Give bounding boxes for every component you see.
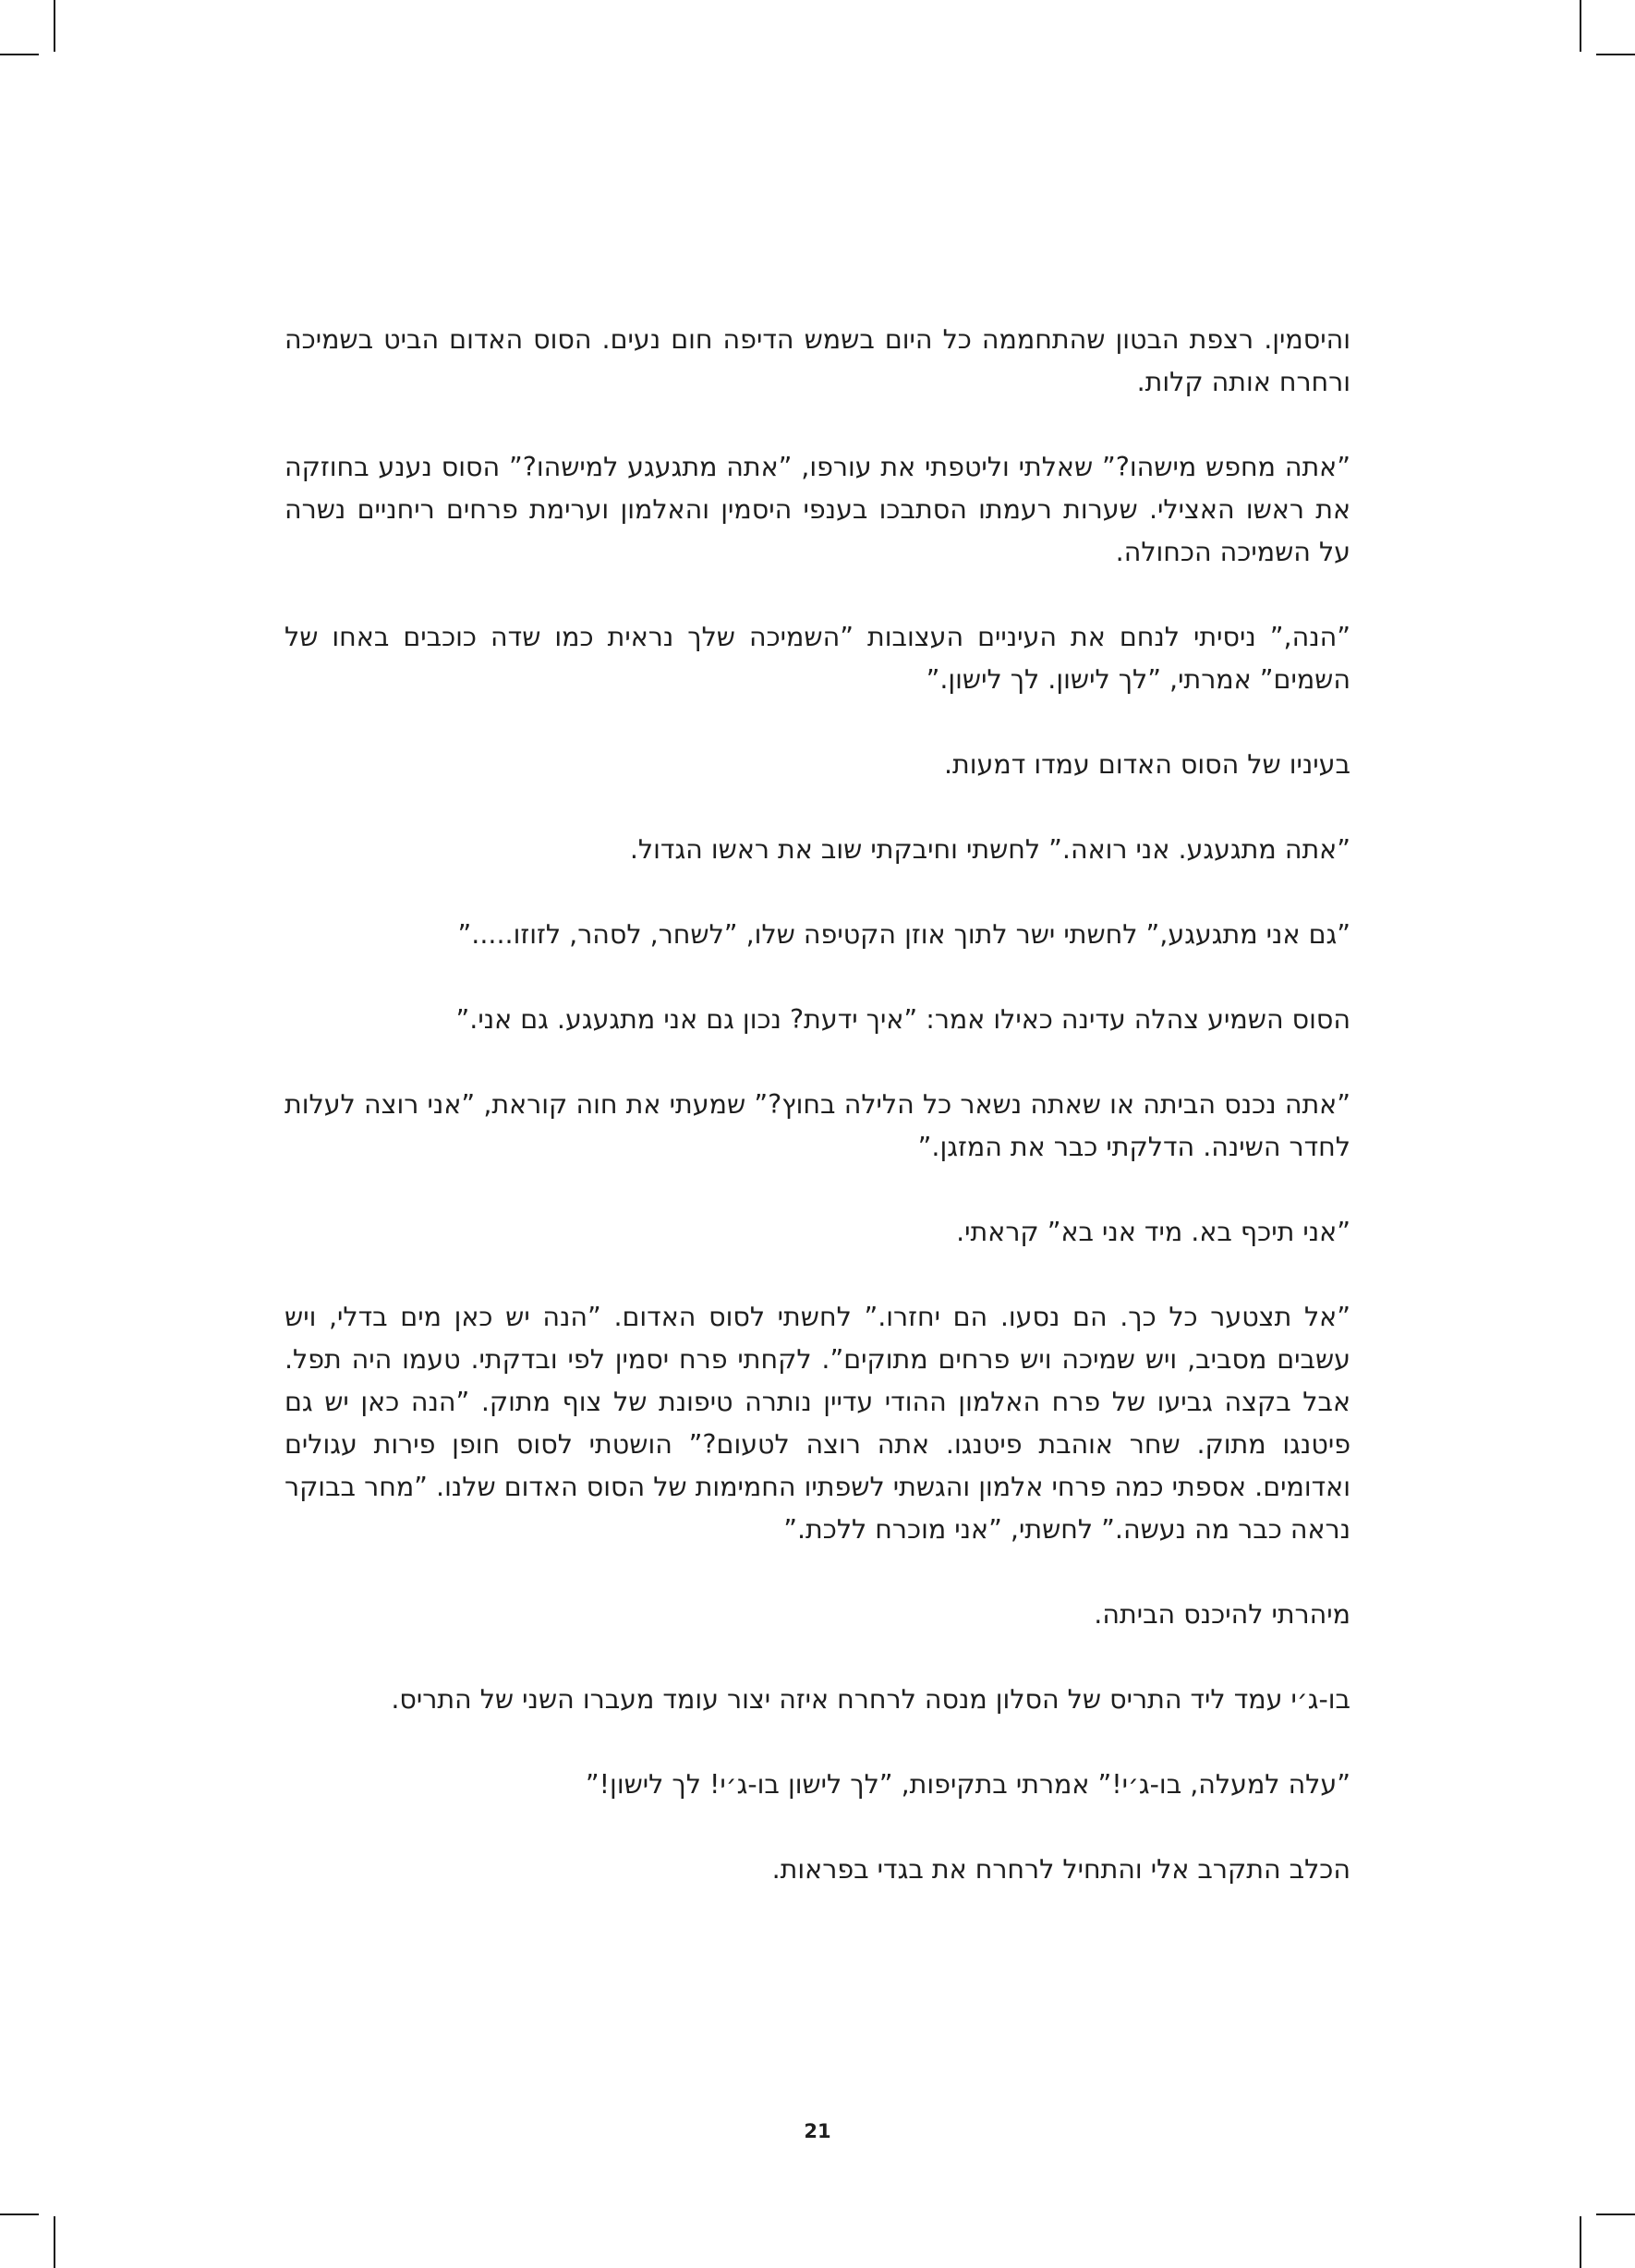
crop-mark-bottom-right-vertical: [1580, 2216, 1581, 2268]
crop-mark-bottom-right-horizontal: [1596, 2213, 1635, 2215]
paragraph: הכלב התקרב אלי והתחיל לרחרח את בגדי בפראות.: [771, 1854, 1350, 1885]
crop-mark-bottom-left-horizontal: [0, 2213, 39, 2215]
paragraph: והיסמין. רצפת הבטון שהתחממה כל היום בשמש הדיפה חום נעים. הסוס האדום הביט בשמיכה ורחרח אותה קלות.: [285, 324, 1350, 397]
paragraph: ”אתה מתגעגע. אני רואה.” לחשתי וחיבקתי שוב את ראשו הגדול.: [629, 834, 1350, 865]
paragraph: ”גם אני מתגעגע,” לחשתי ישר לתוך אוזן הקטיפה שלו, ”לשחר, לסהר, לזוזו.....”: [457, 919, 1350, 950]
paragraph: ”הנה,” ניסיתי לנחם את העיניים העצובות ”השמיכה שלך נראית כמו שדה כוכבים באחו של השמים” אמרתי, ”לך לישון. לך לישון.”: [285, 622, 1350, 695]
paragraph: ”אתה מחפש מישהו?” שאלתי וליטפתי את עורפו, ”אתה מתגעגע למישהו?” הסוס נענע בחוזקה את ראשו האצילי. שערות רעמתו הסתבכו בענפי היסמין והאלמון וערימת פרחים ריחניים נשרה על השמיכה הכחולה.: [285, 452, 1350, 567]
paragraph: מיהרתי להיכנס הביתה.: [1094, 1599, 1350, 1630]
crop-mark-bottom-left-vertical: [54, 2216, 55, 2268]
paragraph: בו-ג׳י עמד ליד התריס של הסלון מנסה לרחרח איזה יצור עומד מעברו השני של התריס.: [391, 1684, 1350, 1715]
crop-mark-top-right-vertical: [1580, 0, 1581, 52]
paragraph: הסוס השמיע צהלה עדינה כאילו אמר: ”איך ידעת? נכון גם אני מתגעגע. גם אני.”: [455, 1004, 1350, 1035]
crop-mark-top-left-vertical: [54, 0, 55, 52]
paragraph: ”אני תיכף בא. מיד אני בא” קראתי.: [956, 1217, 1350, 1247]
paragraph: בעיניו של הסוס האדום עמדו דמעות.: [943, 749, 1350, 780]
paragraph: ”אל תצטער כל כך. הם נסעו. הם יחזרו.” לחשתי לסוס האדום. ”הנה יש כאן מים בדלי, ויש עשבים מסביב, ויש שמיכה ויש פרחים מתוקים”. לקחתי פרח יסמין לפי ובדקתי. טעמו היה תפל. אבל בקצה גביעו של פרח האלמון ההודי עדיין נותרה טיפונת של צוף מתוק. ”הנה כאן יש גם פיטנגו מתוק. שחר אוהבת פיטנגו. אתה רוצה לטעום?” הושטתי לסוס חופן פירות עגולים ואדומים. אספתי כמה פרחי אלמון והגשתי לשפתיו החמימות של הסוס האדום שלנו. ”מחר בבוקר נראה כבר מה נעשה.” לחשתי, ”אני מוכרח ללכת.”: [285, 1302, 1350, 1545]
paragraph: ”אתה נכנס הביתה או שאתה נשאר כל הלילה בחוץ?” שמעתי את חוה קוראת, ”אני רוצה לעלות לחדר השינה. הדלקתי כבר את המזגן.”: [285, 1089, 1350, 1162]
page-number: 21: [804, 2120, 831, 2142]
crop-mark-top-left-horizontal: [0, 54, 39, 55]
paragraph: ”עלה למעלה, בו-ג׳י!” אמרתי בתקיפות, ”לך לישון בו-ג׳י! לך לישון!”: [585, 1769, 1350, 1800]
body-text: [285, 319, 1350, 1934]
crop-mark-top-right-horizontal: [1596, 54, 1635, 55]
